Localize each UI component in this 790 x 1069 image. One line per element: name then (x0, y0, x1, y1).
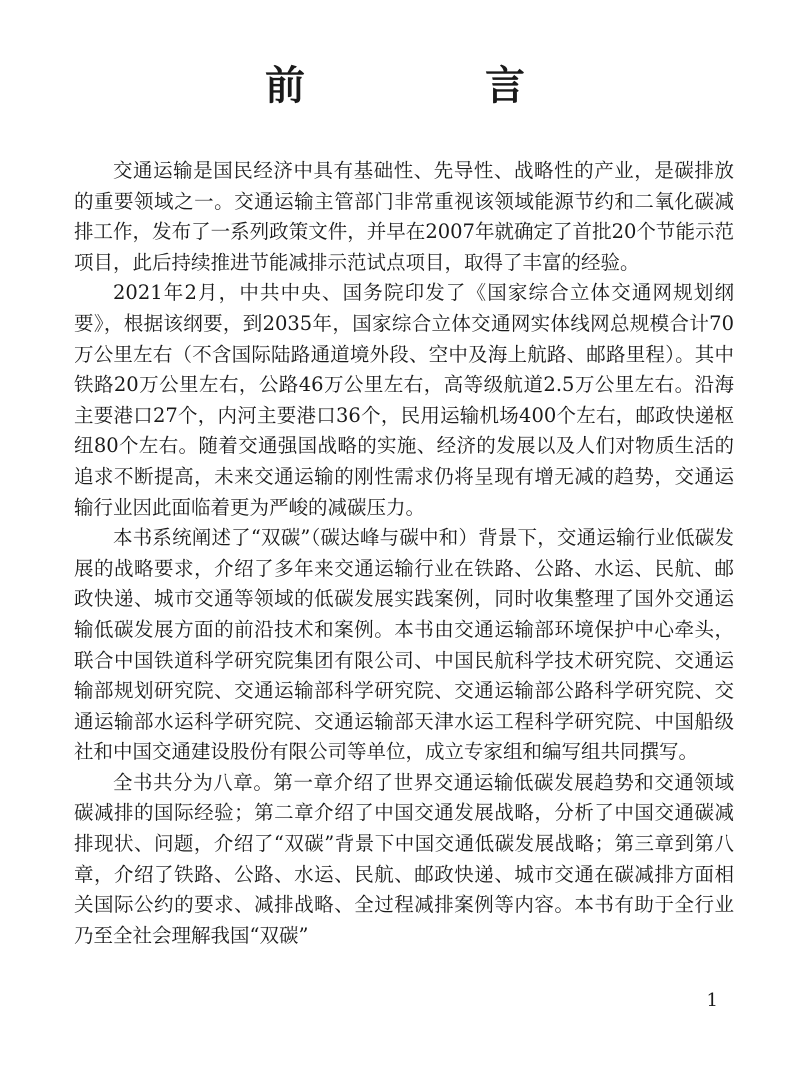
paragraph-3: 本书系统阐述了“双碳”（碳达峰与碳中和）背景下，交通运输行业低碳发展的战略要求，介绍了多年来交通运输行业在铁路、公路、水运、民航、邮政快递、城市交通等领域的低碳发展实践案例，同时收集整理了国外交通运输低碳发展方面的前沿技术和案例。本书由交通运输部环境保护中心牵头，联合中国铁道科学研究院集团有限公司、中国民航科学技术研究院、交通运输部规划研究院、交通运输部科学研究院、交通运输部公路科学研究院、交通运输部水运科学研究院、交通运输部天津水运工程科学研究院、中国船级社和中国交通建设股份有限公司等单位，成立专家组和编写组共同撰写。 (74, 526, 734, 764)
page-title: 前 言 (265, 62, 595, 109)
page-number: 1 (706, 990, 718, 1011)
body-text (74, 156, 734, 951)
paragraph-4: 全书共分为八章。第一章介绍了世界交通运输低碳发展趋势和交通领域碳减排的国际经验；第二章介绍了中国交通发展战略，分析了中国交通碳减排现状、问题，介绍了“双碳”背景下中国交通低碳发展战略；第三章到第八章，介绍了铁路、公路、水运、民航、邮政快递、城市交通在碳减排方面相关国际公约的要求、减排战略、全过程减排案例等内容。本书有助于全行业乃至全社会理解我国“双碳” (74, 770, 734, 947)
paragraph-1: 交通运输是国民经济中具有基础性、先导性、战略性的产业，是碳排放的重要领域之一。交通运输主管部门非常重视该领域能源节约和二氧化碳减排工作，发布了一系列政策文件，并早在2007年就确定了首批20个节能示范项目，此后持续推进节能减排示范试点项目，取得了丰富的经验。 (74, 159, 734, 274)
paragraph-2: 2021年2月，中共中央、国务院印发了《国家综合立体交通网规划纲要》，根据该纲要，到2035年，国家综合立体交通网实体线网总规模合计70万公里左右（不含国际陆路通道境外段、空中及海上航路、邮路里程）。其中铁路20万公里左右，公路46万公里左右，高等级航道2.5万公里左右。沿海主要港口27个，内河主要港口36个，民用运输机场400个左右，邮政快递枢纽80个左右。随着交通强国战略的实施、经济的发展以及人们对物质生活的追求不断提高，未来交通运输的刚性需求仍将呈现有增无减的趋势，交通运输行业因此面临着更为严峻的减碳压力。 (74, 281, 734, 519)
